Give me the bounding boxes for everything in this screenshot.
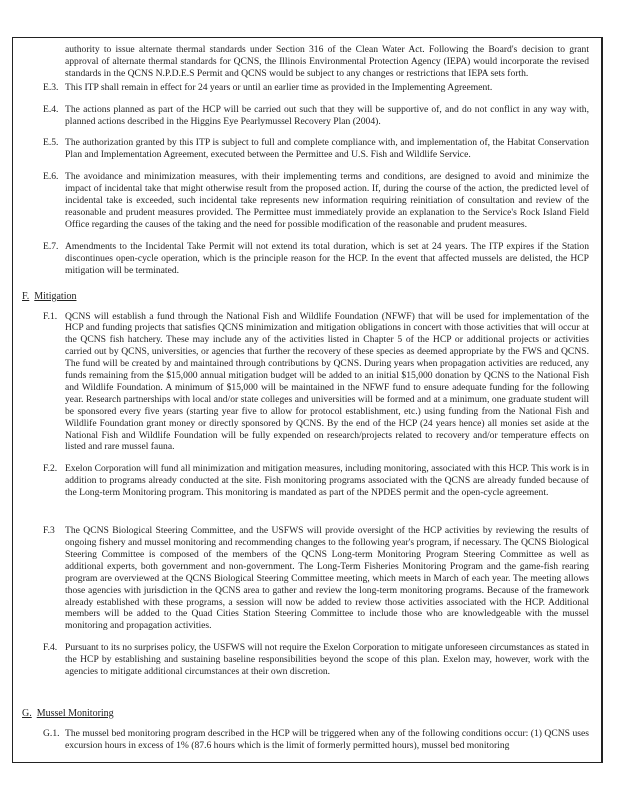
item-f4	[43, 642, 589, 678]
item-label: F.4.	[43, 642, 58, 654]
item-text: The authorization granted by this ITP is subject to full and complete compliance with, and implementation of, the Habitat Conservation Plan and Implementation Agreement, executed between the Permittee and U.S. Fish and Wildlife Service.	[65, 137, 589, 161]
section-heading-mitigation	[22, 291, 589, 303]
item-text: This ITP shall remain in effect for 24 years or until an earlier time as provided in the Implementing Agreement.	[65, 81, 493, 93]
item-e5	[43, 137, 589, 161]
item-text: The avoidance and minimization measures, with their implementing terms and conditions, are designed to avoid and minimize the impact of incidental take that might otherwise result from the proposed action. If, during the course of the action, the predicted level of incidental take is exceeded, such incidental take represents new information requiring reinitiation of consultation and review of the reasonable and prudent measures provided. The Permittee must immediately provide an explanation to the Service's Rock Island Field Office regarding the causes of the taking and the need for possible modification of the reasonable and prudent measures.	[65, 171, 589, 230]
item-label: F.1.	[43, 310, 58, 322]
item-label: E.4.	[43, 103, 59, 115]
item-text: The actions planned as part of the HCP will be carried out such that they will be supportive of, and do not conflict in any way with, planned actions described in the Higgins Eye Pearlymussel Recovery Plan (2004).	[65, 103, 589, 127]
section-heading-mussel-monitoring	[22, 708, 589, 720]
page-border	[12, 37, 603, 763]
item-f1	[43, 311, 589, 454]
item-text: Amendments to the Incidental Take Permit will not extend its total duration, which is set at 24 years. The ITP expires if the Station discontinues open-cycle operation, which is the principle reason for the HCP. In the event that affected mussels are delisted, the HCP mitigation will be terminated.	[65, 240, 589, 276]
item-text: The QCNS Biological Steering Committee, and the USFWS will provide oversight of the HCP activities by reviewing the results of ongoing fishery and mussel monitoring and recommending changes to the following year's program, if necessary. The QCNS Biological Steering Committee is composed of the members of the QCNS Long-term Monitoring Program Steering Committee as well as additional experts, both government and non-government. The Long-Term Fisheries Monitoring Program and the game-fish rearing program are overviewed at the QCNS Biological Steering Committee meeting, which meets in March of each year. The meeting allows those agencies with jurisdiction in the QCNS area to gather and review the long-term monitoring programs. Because of the framework already established with these programs, a session will now be added to review those activities associated with the HCP. Additional members will be added to the Quad Cities Station Steering Committee to include those who are knowledgeable with the mussel monitoring and propagation activities.	[65, 525, 589, 632]
item-f3	[43, 525, 589, 632]
item-label: F.2.	[43, 463, 58, 475]
section-label: G.	[22, 707, 32, 719]
item-text: QCNS will establish a fund through the National Fish and Wildlife Foundation (NFWF) that will be used for implementation of the HCP and funding projects that satisfies QCNS minimization and mitigation obligations in concert with those activities that will occur at the QCNS fish hatchery. These may include any of the activities listed in Chapter 5 of the HCP or additional projects or activities carried out by QCNS, universities, or agencies that further the recovery of these species as deemed appropriate by the FWS and QCNS. The fund will be created by and maintained through contributions by QCNS. During years when propagation activities are reduced, any funds remaining from the $15,000 annual mitigation budget will be added to an initial $15,000 donation by QCNS to the National Fish and Wildlife Foundation. A minimum of $15,000 will be maintained in the NFWF fund to ensure adequate funding for the following year. Research partnerships with local and/or state colleges and universities will be formed and at a minimum, one graduate student will be sponsored every five years (starting year five to allow for protocol establishment, etc.) using funding from the National Fish and Wildlife Foundation grant money or directly sponsored by QCNS. By the end of the HCP (24 years hence) all monies set aside at the National Fish and Wildlife Foundation will be fully expended on research/projects related to recovery and/or temperature effects on listed and rare mussel fauna.	[65, 310, 589, 453]
item-text: Pursuant to its no surprises policy, the USFWS will not require the Exelon Corporation to mitigate unforeseen circumstances as stated in the HCP by establishing and sustaining baseline responsibilities beyond the scope of this plan. Exelon may, however, work with the agencies to mitigate additional circumstances at their own discretion.	[65, 642, 590, 678]
item-label: E.3.	[43, 81, 59, 93]
item-e7	[43, 241, 589, 277]
item-text: Exelon Corporation will fund all minimization and mitigation measures, including monitoring, associated with this HCP. This work is in addition to programs already conducted at the site. Fish monitoring programs associated with the QCNS are already funded because of the Long-term Monitoring program. This monitoring is mandated as part of the NPDES permit and the open-cycle agreement.	[65, 463, 589, 499]
item-e3	[43, 82, 589, 94]
item-e4	[43, 104, 589, 128]
item-g1	[43, 728, 589, 752]
section-label: F.	[22, 290, 30, 302]
item-f2	[43, 463, 589, 499]
section-title: Mussel Monitoring	[36, 707, 114, 719]
item-text: The mussel bed monitoring program described in the HCP will be triggered when any of the following conditions occur: (1) QCNS uses excursion hours in excess of 1% (87.6 hours which is the limit of formerly permitted hours), mussel bed monitoring	[65, 727, 589, 751]
section-title: Mitigation	[34, 290, 77, 302]
item-label: E.6.	[43, 171, 59, 183]
intro-paragraph: authority to issue alternate thermal standards under Section 316 of the Clean Water Act. Following the Board's decision to grant approval of alternate thermal standards for QCNS, the Illinois Environmental Protection Agency (IEPA) would incorporate the revised standards in the QCNS N.P.D.E.S Permit and QCNS would be subject to any changes or restrictions that IEPA sets forth.	[65, 44, 589, 79]
item-label: E.5.	[43, 137, 59, 149]
item-label: F.3	[43, 525, 55, 537]
item-e6	[43, 171, 589, 231]
item-label: G.1.	[43, 727, 60, 739]
item-label: E.7.	[43, 240, 59, 252]
